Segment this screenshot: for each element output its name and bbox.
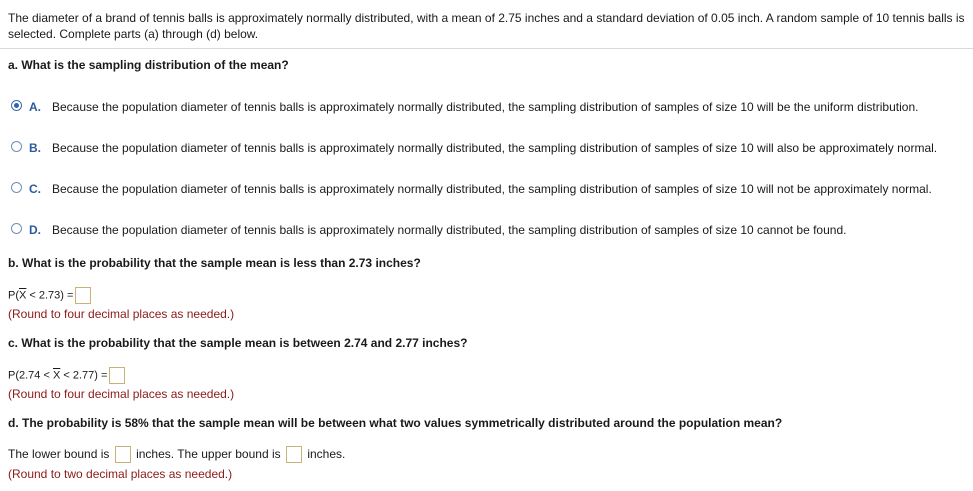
radio-d[interactable] [11,223,22,234]
part-b-hint: (Round to four decimal places as needed.) [8,307,235,321]
part-b-label: b. [8,256,19,270]
xbar-symbol: X [52,369,61,382]
part-c-text: What is the probability that the sample mean is between 2.74 and 2.77 inches? [21,336,468,350]
part-c-expr-suffix: < 2.77) = [63,369,108,382]
part-d-hint: (Round to two decimal places as needed.) [8,467,233,481]
option-a-text: Because the population diameter of tennis balls is approximately normally distributed, the sampling distribution of samples of size 10 will be the uniform distribution. [52,100,919,114]
part-b-question [8,255,421,271]
radio-a[interactable] [11,100,22,111]
part-b-expr-prefix: P( [8,289,19,302]
part-c-label: c. [8,336,19,350]
part-c-answer-box[interactable] [109,367,125,384]
part-b-expr-suffix: < 2.73) = [29,289,74,302]
part-c-expression [8,367,127,384]
option-d-text: Because the population diameter of tennis balls is approximately normally distributed, the sampling distribution of samples of size 10 cannot be found. [52,223,847,237]
option-a-letter: A. [29,100,41,114]
xbar-symbol: X [19,289,27,302]
divider [0,48,973,49]
option-b-letter: B. [29,141,41,155]
part-a-label: a. [8,58,19,72]
lower-bound-answer-box[interactable] [115,446,131,463]
option-c-text: Because the population diameter of tennis balls is approximately normally distributed, the sampling distribution of samples of size 10 will not be approximately normal. [52,182,932,196]
radio-b[interactable] [11,141,22,152]
part-d-upper-suffix: inches. [307,447,346,461]
part-c-expr-prefix: P(2.74 < [8,369,50,382]
option-c-letter: C. [29,182,41,196]
part-a-question [8,57,289,73]
radio-c[interactable] [11,182,22,193]
option-d-letter: D. [29,223,41,237]
part-d-text: The probability is 58% that the sample mean will be between what two values symmetrically distributed around the population mean? [22,416,783,430]
option-a[interactable] [11,99,966,131]
problem-statement: The diameter of a brand of tennis balls is approximately normally distributed, with a mean of 2.75 inches and a standard deviation of 0.05 inch. A random sample of 10 tennis balls is selected. Complete parts (a) through (d) below. [8,11,965,41]
option-c[interactable] [11,181,966,213]
part-d-lower-prefix: The lower bound is [8,447,110,461]
option-b[interactable] [11,140,966,172]
option-d[interactable] [11,222,966,238]
part-c-question [8,335,467,351]
upper-bound-answer-box[interactable] [286,446,302,463]
part-d-label: d. [8,416,19,430]
part-d-middle-text: inches. The upper bound is [136,447,281,461]
part-b-answer-box[interactable] [75,287,91,304]
part-d-answer-line [8,446,345,463]
part-b-text: What is the probability that the sample mean is less than 2.73 inches? [22,256,421,270]
part-c-hint: (Round to four decimal places as needed.) [8,387,235,401]
part-b-expression [8,287,93,304]
option-b-text: Because the population diameter of tennis balls is approximately normally distributed, the sampling distribution of samples of size 10 will also be approximately normal. [52,141,938,155]
part-d-question [8,415,782,431]
part-a-text: What is the sampling distribution of the mean? [21,58,289,72]
